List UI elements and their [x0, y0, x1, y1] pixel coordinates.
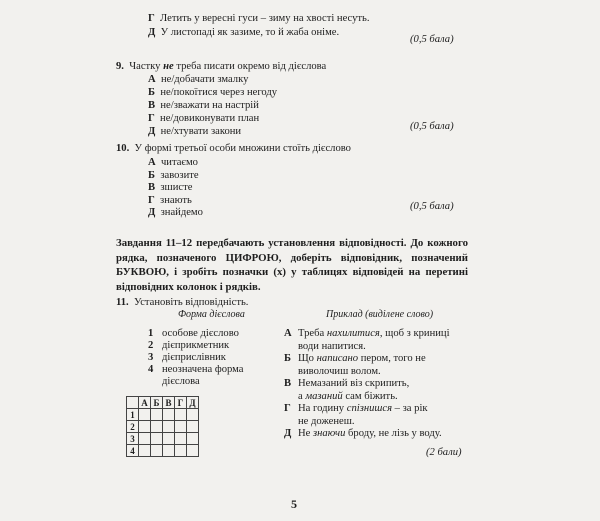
grid-header-row — [127, 397, 199, 409]
grid-row-header: 2 — [127, 421, 139, 433]
grid-row — [127, 445, 199, 457]
q10-option-text: знають — [160, 194, 192, 206]
q11-left-text: особове дієслово — [162, 328, 239, 339]
q9-option-letter: А — [148, 74, 156, 85]
grid-cell[interactable] — [151, 445, 163, 457]
q10-option-letter: Б — [148, 169, 156, 181]
q11-right-text: Не — [298, 428, 314, 439]
grid-cell[interactable] — [163, 445, 175, 457]
matching-instructions: Завдання 11–12 передбачають установлення відповідності. До кожного рядка, позначеного ЦИФРОЮ, доберіть відповідник, позначений БУКВОЮ, і зробіть позначки (х) у таблицях відповідей на перетині відповідних колонок і рядків. — [116, 237, 468, 293]
q9-option — [148, 125, 241, 138]
q9-score: (0,5 бала) — [410, 121, 454, 132]
q11-right-emphasis: нахилитися — [326, 328, 380, 339]
q11-right-text: На годину — [298, 403, 347, 414]
grid-cell[interactable] — [163, 433, 175, 445]
q9-option — [148, 73, 248, 86]
q10-prompt: 10. У формі третьої особи множини стоїть дієслово — [116, 143, 351, 154]
q11-right-item — [284, 365, 381, 378]
q11-right-item — [284, 402, 428, 415]
q11-left-text: дієприслівник — [162, 352, 226, 363]
q11-left-header: Форма дієслова — [178, 309, 245, 320]
grid-col-header: Д — [187, 397, 199, 409]
grid-row — [127, 409, 199, 421]
q11-right-text: сам біжить. — [342, 390, 398, 402]
q11-right-letter: Г — [284, 403, 291, 414]
grid-col-header: В — [163, 397, 175, 409]
q11-left-number: 1 — [148, 328, 154, 339]
q11-left-item — [148, 375, 200, 388]
q11-right-letter: Б — [284, 353, 292, 364]
grid-cell[interactable] — [139, 433, 151, 445]
grid-cell[interactable] — [139, 409, 151, 421]
q9-option-letter: Г — [148, 113, 155, 124]
q10-option-letter: В — [148, 182, 156, 193]
q10-option — [148, 169, 199, 182]
q9-option — [148, 86, 277, 99]
q11-left-number: 2 — [148, 340, 154, 351]
q11-right-text: Що — [298, 353, 317, 364]
q11-right-item — [284, 377, 409, 390]
grid-cell[interactable] — [163, 409, 175, 421]
q11-left-text: дієслова — [162, 376, 200, 387]
grid-col-header: А — [139, 397, 151, 409]
grid-cell[interactable] — [175, 409, 187, 421]
q10-option-text: зшисте — [160, 182, 193, 193]
q11-right-header: Приклад (виділене слово) — [326, 309, 434, 320]
q9-option-letter: Д — [148, 126, 156, 137]
q10-option-text: знайдемо — [160, 207, 203, 218]
q9-option — [148, 112, 259, 125]
q11-right-emphasis: знаючи — [313, 428, 346, 439]
grid-cell[interactable] — [175, 421, 187, 433]
q11-right-text: виволочиш волом. — [298, 365, 381, 377]
grid-col-header: Б — [151, 397, 163, 409]
q10-option — [148, 181, 192, 194]
q11-right-text: Треба — [298, 328, 327, 339]
q11-right-item — [284, 327, 450, 340]
grid-cell[interactable] — [187, 445, 199, 457]
grid-row-header: 1 — [127, 409, 139, 421]
grid-cell[interactable] — [187, 421, 199, 433]
q9-option-text: не/хтувати закони — [160, 126, 242, 137]
q11-right-item — [284, 415, 355, 428]
q11-right-emphasis: мазаний — [305, 390, 343, 402]
q8-option-g: Г Летить у вересні гуси – зиму на хвості несуть. — [148, 13, 370, 24]
q10-option-letter: А — [148, 157, 156, 168]
q11-right-item — [284, 340, 366, 353]
q11-right-letter: А — [284, 328, 292, 339]
q11-prompt: 11. Установіть відповідність. — [116, 297, 249, 308]
q10-option-text: читаємо — [160, 157, 198, 168]
grid-row-header: 4 — [127, 445, 139, 457]
q11-right-emphasis: написано — [316, 353, 359, 364]
grid-cell[interactable] — [139, 421, 151, 433]
q9-option-letter: Б — [148, 87, 156, 98]
q11-right-text: броду, не лізь у воду. — [345, 428, 442, 439]
grid-row — [127, 421, 199, 433]
q10-option-text: завозите — [160, 169, 199, 181]
q11-left-text: дієприкметник — [162, 340, 230, 351]
q9-prompt: 9. Частку не треба писати окремо від дієслова — [116, 61, 327, 72]
q11-right-item — [284, 427, 442, 440]
q10-option — [148, 156, 198, 169]
q9-option — [148, 99, 259, 112]
q9-option-text: не/покоїтися через негоду — [160, 87, 278, 98]
grid-cell[interactable] — [151, 433, 163, 445]
q10-option-letter: Д — [148, 207, 156, 218]
q9-option-text: не/довиконувати план — [160, 113, 260, 124]
page-number: 5 — [291, 497, 297, 511]
q8-option-d: Д У листопаді як зазиме, то й жаба оніме. — [148, 27, 340, 38]
grid-cell[interactable] — [175, 445, 187, 457]
grid-cell[interactable] — [187, 433, 199, 445]
q11-right-text: – за рік — [392, 403, 428, 414]
q9-option-letter: В — [148, 100, 156, 111]
grid-cell[interactable] — [187, 409, 199, 421]
q10-score: (0,5 бала) — [410, 201, 454, 212]
q11-right-text: води напитися. — [298, 340, 366, 352]
q11-right-emphasis: спізнишся — [346, 403, 393, 414]
grid-col-header: Г — [175, 397, 187, 409]
q11-right-text: пером, того не — [358, 353, 426, 364]
q11-right-letter: В — [284, 378, 292, 389]
q11-right-text: Немазаний віз скрипить, — [298, 378, 410, 389]
answer-grid — [126, 396, 199, 457]
q11-right-letter: Д — [284, 428, 292, 439]
q11-left-number: 3 — [148, 352, 154, 363]
grid-row-header: 3 — [127, 433, 139, 445]
q9-option-text: не/зважати на настрій — [160, 100, 259, 111]
q10-option-letter: Г — [148, 194, 155, 206]
q10-option — [148, 206, 203, 219]
grid-cell[interactable] — [151, 409, 163, 421]
q11-left-number: 4 — [148, 364, 154, 375]
q10-option — [148, 194, 192, 207]
q11-right-item — [284, 390, 398, 403]
grid-cell[interactable] — [175, 433, 187, 445]
grid-cell[interactable] — [139, 445, 151, 457]
q8-score: (0,5 бала) — [410, 34, 454, 45]
q9-option-text: не/добачати змалку — [160, 74, 249, 85]
grid-corner — [127, 397, 139, 409]
q11-right-item — [284, 352, 426, 365]
grid-cell[interactable] — [151, 421, 163, 433]
q11-right-text: не доженеш. — [298, 415, 355, 427]
q11-left-text: неозначена форма — [162, 364, 244, 375]
q11-right-text: , щоб з криниці — [379, 328, 450, 339]
grid-row — [127, 433, 199, 445]
grid-cell[interactable] — [163, 421, 175, 433]
q11-right-text: а — [298, 390, 306, 402]
q11-score: (2 бали) — [426, 447, 462, 458]
